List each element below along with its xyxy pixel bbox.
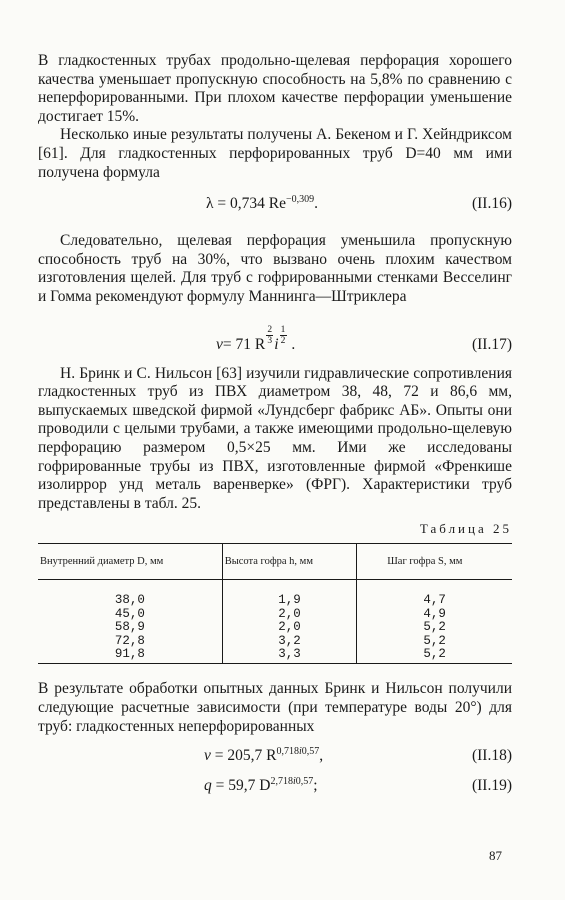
formula-II-18-i: i <box>298 746 302 758</box>
formula-II-18-i-exponent: 0,57 <box>301 746 320 758</box>
formula-II-18-rhs: = 205,7 R <box>214 747 277 765</box>
paragraph-4: Н. Бринк и С. Нильсон [63] изучили гидравлические сопротивления гладкостенных труб из ПВХ диаметром 38, 48, 72 и 86,6 мм, выпускаемых шведской фирмой «Лундсберг фабрикс АБ». Опыты они проводили с целыми трубами, а также имеющими продольно-щелевую перфорацию размером 0,5×25 мм. Ими же исследованы гофрированные трубы из ПВХ, изготовленные фирмой «Френкише изолиррор унд металь варенверке» (ФРГ). Характеристики труб представлены в табл. 25. <box>38 364 512 512</box>
table-row <box>38 635 512 648</box>
formula-II-19-rhs: = 59,7 D <box>215 777 271 795</box>
formula-II-18-tail: , <box>319 747 324 765</box>
page-content <box>38 52 512 814</box>
table-cell: 3,3 <box>222 648 356 664</box>
table-caption: Таблица 25 <box>419 521 512 537</box>
formula-II-19 <box>38 776 512 800</box>
formula-II-18-r-exponent: 0,718 <box>276 746 299 758</box>
formula-II-19-i-exponent: 0,57 <box>295 776 314 788</box>
table-cell: 38,0 <box>114 593 145 608</box>
formula-II-18 <box>38 746 512 770</box>
table-header-diameter: Внутренний диаметр D, мм <box>38 544 222 580</box>
formula-II-19-number: (II.19) <box>471 777 512 795</box>
table-cell: 45,0 <box>114 606 145 621</box>
table-cell: 4,9 <box>357 608 512 621</box>
formula-II-17 <box>38 324 512 353</box>
formula-II-19-i: i <box>292 776 296 788</box>
page-number: 87 <box>489 848 502 863</box>
paragraph-1: В гладкостенных трубах продольно-щелевая перфорация хорошего качества уменьшает пропускную способность на 5,8% по сравнению с неперфорированными. При плохом качестве перфорации уменьшение достигает 15%. <box>38 52 512 125</box>
table-cell: 91,8 <box>38 648 222 664</box>
formula-II-16-tail: . <box>314 195 318 213</box>
formula-II-17-number: (II.17) <box>471 335 512 353</box>
formula-II-18-number: (II.18) <box>471 747 512 765</box>
table-cell: 5,2 <box>357 648 512 664</box>
table-cell: 3,2 <box>222 635 356 648</box>
table-header-height: Высота гофра h, мм <box>222 544 356 580</box>
pipe-characteristics-table <box>38 543 512 664</box>
formula-II-19-lhs: q <box>204 777 212 795</box>
table-cell: 72,8 <box>114 633 145 648</box>
formula-II-19-tail: ; <box>313 777 318 795</box>
formula-II-17-i-exponent: $\frac{1}{2}$ <box>280 324 286 346</box>
formula-II-16-exponent: −0,309 <box>285 194 315 206</box>
paragraph-3: Следовательно, щелевая перфорация уменьшила пропускную способность труб на 30%, что вызвано очень плохим качеством изготовления щелей. Для труб с гофрированными стенками Весселинг и Гомма рекомендуют формулу Маннинга—Штриклера <box>38 232 512 305</box>
formula-II-17-r-exponent: $\frac{2}{3}$ <box>267 324 273 346</box>
formula-II-17-lhs: v <box>216 335 223 353</box>
formula-II-19-d-exponent: 2,718 <box>270 776 293 788</box>
table-row <box>38 608 512 621</box>
table-row <box>38 580 512 608</box>
table-row <box>38 648 512 664</box>
table-cell: 2,0 <box>222 621 356 634</box>
table-cell: 5,2 <box>357 635 512 648</box>
formula-II-17-rhs: = 71 R <box>222 335 266 353</box>
table-cell: 5,2 <box>357 621 512 634</box>
formula-II-17-tail: . <box>287 335 296 353</box>
formula-II-17-i: i <box>274 335 279 353</box>
formula-II-16-body: λ = 0,734 Re <box>206 195 286 213</box>
table-row <box>38 621 512 634</box>
table-cell: 2,0 <box>222 608 356 621</box>
table-cell: 1,9 <box>222 580 356 608</box>
paragraph-2: Несколько иные результаты получены А. Бекеном и Г. Хейндриксом [61]. Для гладкостенных перфорированных труб D=40 мм ими получена формула <box>38 126 512 181</box>
formula-II-18-lhs: v <box>204 747 211 765</box>
table-cell: 4,7 <box>357 580 512 608</box>
paragraph-5: В результате обработки опытных данных Бринк и Нильсон получили следующие расчетные зависимости (при температуре воды 20°) для труб: гладкостенных неперфорированных <box>38 680 512 735</box>
formula-II-16-number: (II.16) <box>471 195 512 213</box>
table-cell: 58,9 <box>114 620 145 635</box>
table-header-pitch: Шаг гофра S, мм <box>357 544 512 580</box>
formula-II-16 <box>38 194 512 218</box>
